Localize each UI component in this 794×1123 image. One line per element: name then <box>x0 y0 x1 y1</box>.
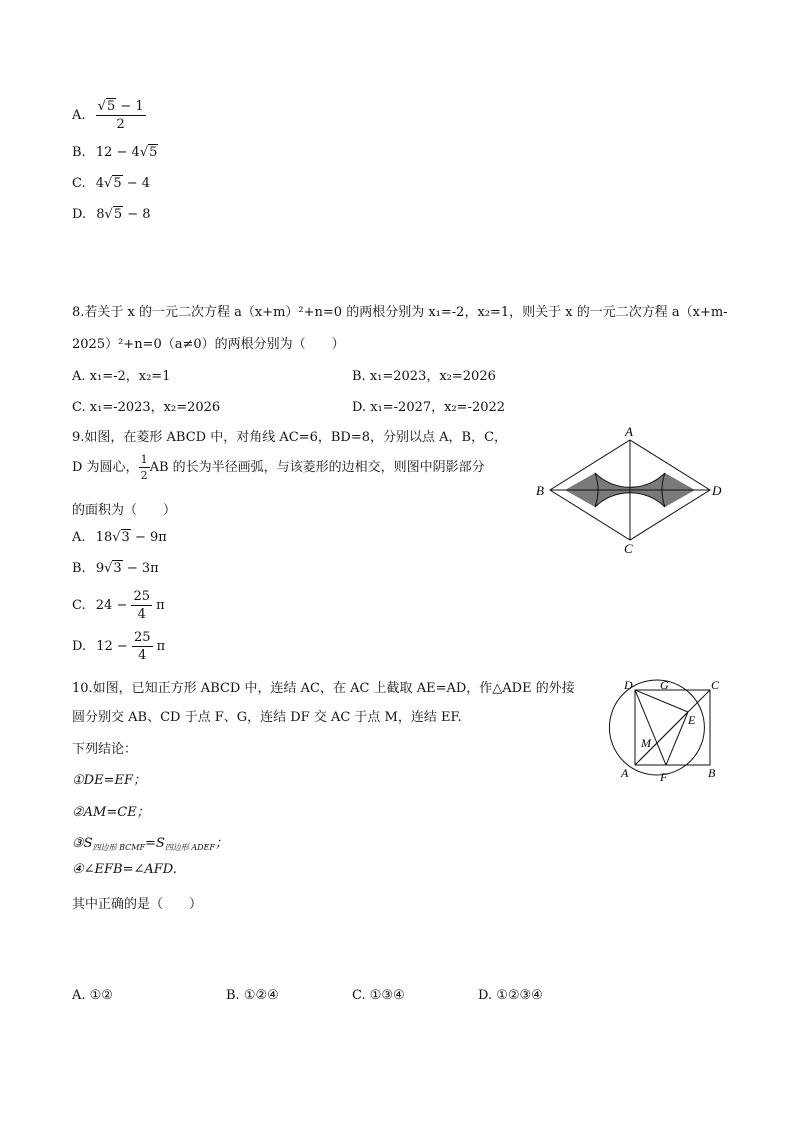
label-m: M <box>641 736 651 750</box>
q10-option-d: D. ①②③④ <box>478 988 543 1003</box>
q8-stem-line2: 2025）²+n=0（a≠0）的两根分别为（ ） <box>72 337 345 352</box>
label-a: A <box>625 424 633 439</box>
q8-stem-line1: 8.若关于 x 的一元二次方程 a（x+m）²+n=0 的两根分别为 x₁=-2，x₂=1，则关于 x 的一元二次方程 a（x+m- <box>72 305 728 320</box>
q9-option-c: C. 24 − $\frac{25}{4}$ π <box>72 589 165 622</box>
segment-ef <box>666 712 688 765</box>
q7-option-c: C. 4√5 − 4 <box>72 176 151 191</box>
label-c: C <box>711 678 720 692</box>
label-f: F <box>660 770 668 784</box>
q10-question: 其中正确的是（ ） <box>72 897 203 912</box>
label-e: E <box>688 713 696 727</box>
q10-stem-line1: 10.如图，已知正方形 ABCD 中，连结 AC，在 AC 上截取 AE=AD，作△ADE 的外接 <box>72 681 575 696</box>
label-g: G <box>660 678 669 692</box>
q9-option-d: D. 12 − $\frac{25}{4}$ π <box>72 630 166 663</box>
q10-square-figure <box>600 675 730 790</box>
q10-conclusion-1: ①DE=EF； <box>72 773 146 788</box>
q10-option-c: C. ①③④ <box>352 988 405 1003</box>
q7-option-b: B. 12 − 4√5 <box>72 145 158 160</box>
q10-option-a: A. ①② <box>72 988 113 1003</box>
q10-conclusion-3: $③S_{四边形 BCMF}=S_{四边形 ADEF}$； <box>72 836 228 852</box>
q8-option-a: A. x₁=-2，x₂=1 <box>72 369 171 384</box>
q8-option-d: D. x₁=-2027，x₂=-2022 <box>352 400 506 415</box>
label-d: D <box>712 483 722 498</box>
label-b: B <box>536 483 544 498</box>
q7-option-a: A. $\frac{√5 - 1}{2}$ <box>72 99 144 132</box>
q10-conclusions-label: 下列结论： <box>72 742 138 757</box>
q7-option-d: D. 8√5 − 8 <box>72 207 151 222</box>
label-b: B <box>708 766 716 780</box>
q8-option-c: C. x₁=-2023，x₂=2026 <box>72 400 221 415</box>
q9-stem-line2: D 为圆心， $\frac{1}{2}$ AB 的长为半径画弧，与该菱形的边相交，则图中阴影部分 <box>72 453 485 482</box>
q9-stem-line1: 9.如图，在菱形 ABCD 中，对角线 AC=6，BD=8，分别以点 A，B，C， <box>72 430 508 445</box>
q9-rhombus-figure <box>530 422 730 557</box>
q8-option-b: B. x₁=2023，x₂=2026 <box>352 369 496 384</box>
q10-option-b: B. ①②④ <box>226 988 279 1003</box>
q9-option-b: B. 9√3 − 3π <box>72 561 159 576</box>
q9-option-a: A. 18√3 − 9π <box>72 530 167 545</box>
q10-conclusion-2: ②AM=CE； <box>72 805 150 820</box>
label-a: A <box>621 766 629 780</box>
label-c: C <box>624 541 633 556</box>
label-d: D <box>624 678 633 692</box>
circumcircle <box>609 680 704 775</box>
q10-conclusion-4: ④∠EFB=∠AFD. <box>72 862 177 877</box>
q9-stem-line3: 的面积为（ ） <box>72 503 177 518</box>
q10-stem-line2: 圆分别交 AB、CD 于点 F、G，连结 DF 交 AC 于点 M，连结 EF. <box>72 710 462 725</box>
